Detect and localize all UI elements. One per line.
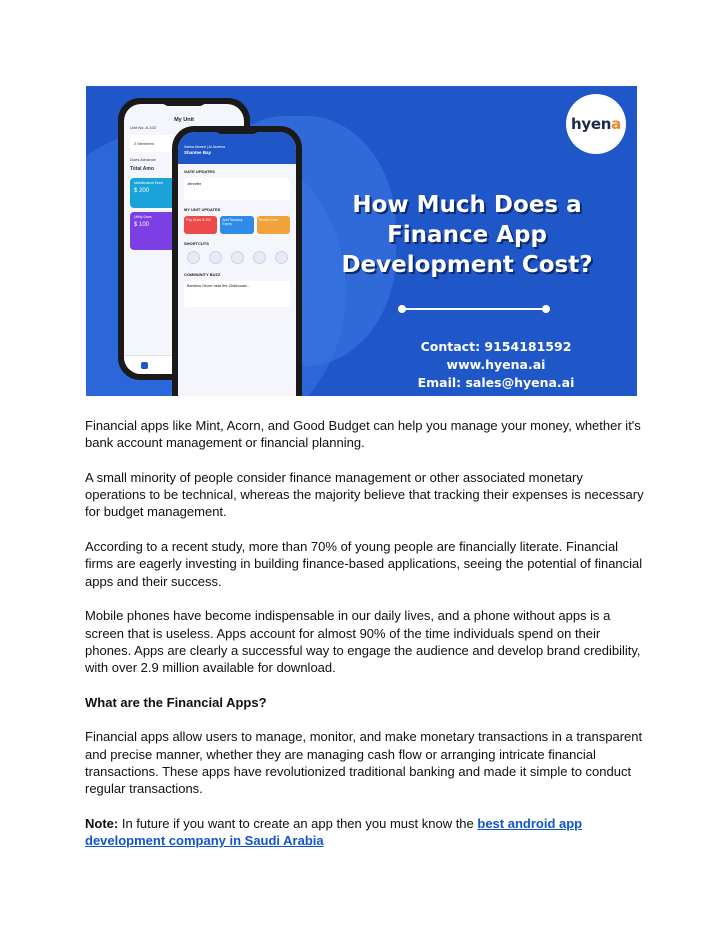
paragraph: Mobile phones have become indispensable in our daily lives, and a phone without apps is a screen that is useless. Apps account for almost 90% of the time individuals spend on their phones. Apps are clearly a successful way to engage the audience and develop brand credibility, with over 2.9 million available for download. <box>85 608 641 676</box>
shortcut-icon <box>231 251 244 264</box>
header-subtitle: Salma Ahmed | Al Jazeera <box>184 145 225 149</box>
contact-info <box>386 338 606 392</box>
card-label: Maintenance Dues <box>134 181 164 185</box>
phone-mockup-front <box>172 126 302 396</box>
card-value: $ 200 <box>134 188 150 194</box>
contact-phone: Contact: 9154181592 <box>420 339 572 354</box>
headline-line: Development Cost? <box>341 252 593 278</box>
logo-accent: a <box>611 115 621 133</box>
paragraph: According to a recent study, more than 70% of young people are financially literate. Financial firms are eagerly investing in building finance-based applications, seeing the potential of financial apps and their success. <box>85 539 643 589</box>
tenant-check-box: Tenant Chec <box>257 216 290 234</box>
paragraph: Financial apps like Mint, Acorn, and Good Budget can help you manage your money, whether it's bank account management or financial planning. <box>85 418 641 451</box>
paragraph: A small minority of people consider finance management or other associated monetary operations to be technical, whereas the majority believe that tracking their expenses is necessary for budget management. <box>85 469 644 520</box>
banner-headline <box>322 190 612 280</box>
card-label: Utility Dues <box>134 215 152 219</box>
shortcuts-heading: SHORTCUTS <box>184 241 209 246</box>
hyena-logo <box>566 94 626 154</box>
shortcut-icon <box>253 251 266 264</box>
shortcut-icon <box>275 251 288 264</box>
phone-back-total: Total Amo <box>130 166 154 172</box>
community-post <box>184 281 290 307</box>
pay-dues-box: Pay Dues $ 200 <box>184 216 217 234</box>
section-heading: What are the Financial Apps? <box>85 694 267 710</box>
phone-front-header <box>178 132 296 164</box>
note-label: Note: <box>85 815 119 831</box>
visitor-card <box>184 178 290 200</box>
shortcut-icon <box>187 251 200 264</box>
gate-updates-heading: GATE UPDATES <box>184 169 215 174</box>
card-value: $ 100 <box>134 222 150 228</box>
phone-back-members: 2 Members <box>130 135 238 152</box>
phone-back-tabs: Dues Advance <box>130 157 156 162</box>
visitor-name: Jennifer <box>187 181 202 186</box>
shortcut-icons <box>178 248 296 267</box>
phone-back-unit: Unit No: A-103 <box>130 125 157 130</box>
headline-line: How Much Does a <box>352 192 582 218</box>
hero-banner <box>86 86 637 396</box>
header-title: Shantee Bay <box>184 150 212 155</box>
note-text: In future if you want to create an app then you must know the <box>118 815 478 831</box>
phone-back-title: My Unit <box>174 117 194 123</box>
unit-updates-row <box>178 214 296 236</box>
contact-website: www.hyena.ai <box>446 357 546 372</box>
headline-line: Finance App <box>387 222 547 248</box>
contact-email: Email: sales@hyena.ai <box>417 375 575 390</box>
logo-text: hyen <box>571 115 612 133</box>
banner-divider <box>404 308 544 310</box>
shortcut-icon <box>209 251 222 264</box>
paragraph: Financial apps allow users to manage, monitor, and make monetary transactions in a transparent and precise manner, whether they are managing cash flow or arranging intricate financial transactions. These apps have revolutionized traditional banking and made it simple to conduct regular transactions. <box>85 729 643 797</box>
post-text: Bamboo Grove near the Clubhouse... <box>187 284 250 288</box>
community-heading: COMMUNITY BUZZ <box>184 272 221 277</box>
company-link[interactable]: best android app development company in Saudi Arabia <box>85 815 583 849</box>
note-paragraph <box>85 815 645 850</box>
unit-updates-heading: MY UNIT UPDATES <box>184 207 221 212</box>
article-body <box>85 417 645 867</box>
tenancy-box: Add Tenancy Expiry <box>220 216 253 234</box>
